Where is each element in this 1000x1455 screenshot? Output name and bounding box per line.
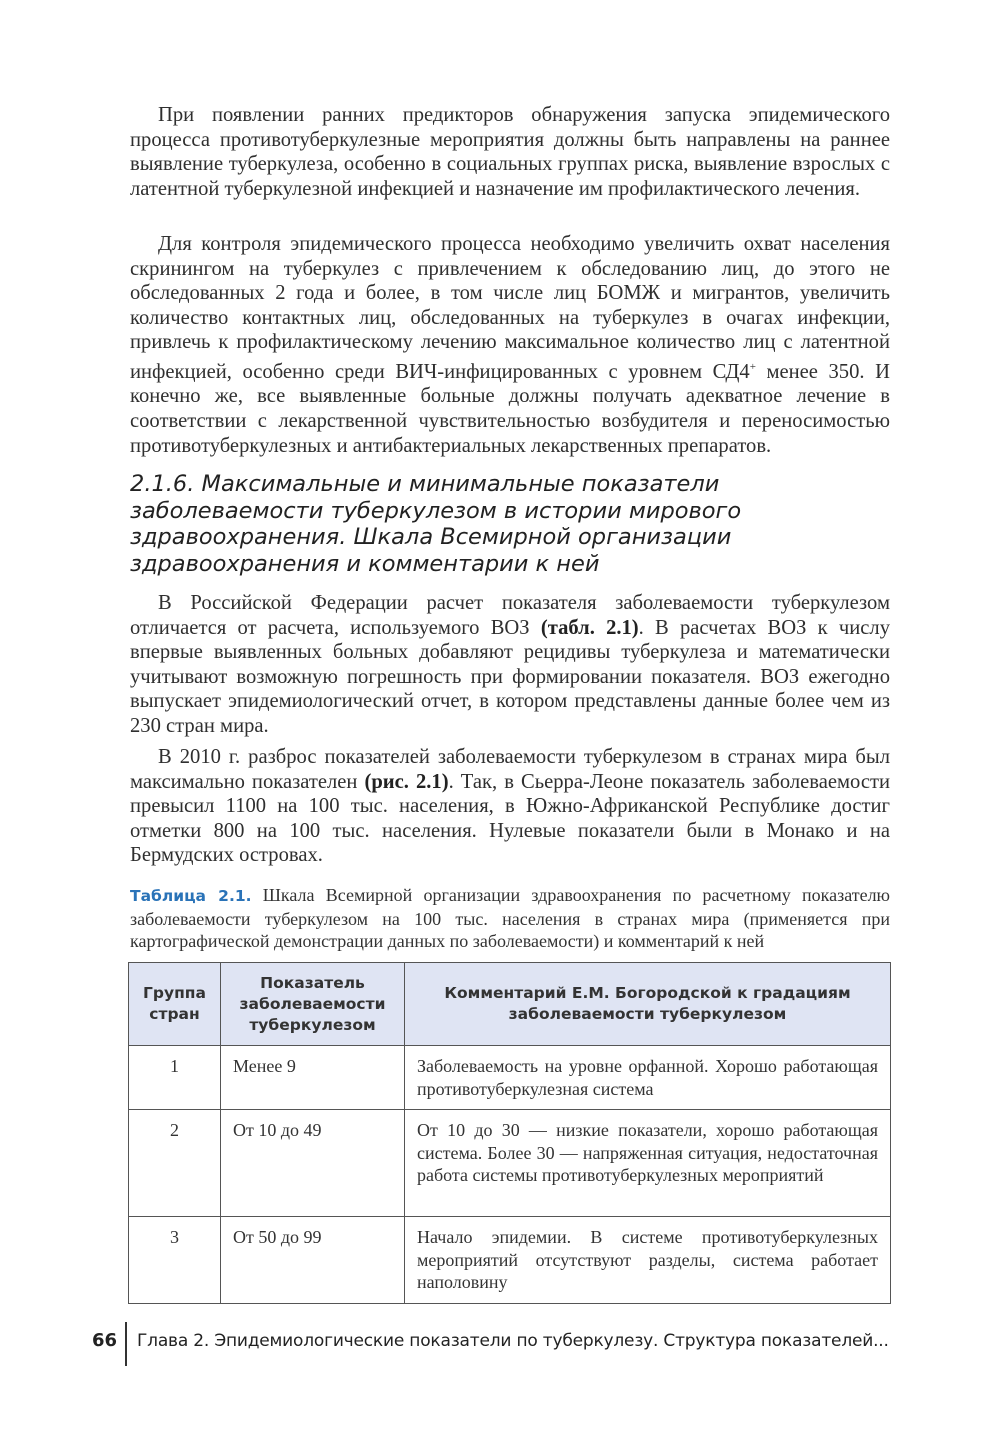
header-incidence-rate: Показатель заболеваемости туберкулезом (221, 963, 405, 1046)
paragraph-3-text-b: . В расчетах ВОЗ к числу впервые выявленных больных добавляют рецидивы туберкулеза и математически учитывают возможную погрешность при формировании показателя. ВОЗ ежегодно выпускает эпидемиологический отчет, в котором представлены данные более чем из 230 стран мира. (130, 616, 890, 737)
cell-comment: Начало эпидемии. В системе противотуберкулезных мероприятий отсутствуют разделы, система работает наполовину (405, 1217, 891, 1304)
header-comment: Комментарий Е.М. Богородской к градациям заболеваемости туберкулезом (405, 963, 891, 1046)
table-caption-label: Таблица 2.1. (130, 887, 252, 905)
paragraph-3-text-a: В Российской Федерации расчет показателя заболеваемости туберкулезом отличается от расчета, используемого ВОЗ (130, 592, 890, 639)
paragraph-2-text-a: Для контроля эпидемического процесса необходимо увеличить охват населения скринингом на туберкулез с привлечением к обследованию лиц, до этого не обследованных 2 года и более, в том числе лиц БОМЖ и мигрантов, увеличить количество контактных лиц, обследованных на туберкулез в очагах инфекции, привлечь к профилактическому лечению максимальное количество лиц с латентной инфекцией, особенно среди ВИЧ-инфицированных с уровнем СД4 (130, 233, 890, 383)
section-heading: 2.1.6. Максимальные и минимальные показатели заболеваемости туберкулезом в истории мирового здравоохранения. Шкала Всемирной организации здравоохранения и комментарии к ней (130, 471, 742, 577)
cd4-superscript: + (749, 360, 756, 373)
paragraph-2-text-b: менее 350. И конечно же, все выявленные больные должны получать адекватное лечение в соответствии с лекарственной чувствительностью возбудителя и переносимостью противотуберкулезных и антибактериальных лекарственных препаратов. (130, 360, 890, 457)
running-title: Глава 2. Эпидемиологические показатели по туберкулезу. Структура показателей... (137, 1331, 889, 1351)
header-country-group: Группа стран (129, 963, 221, 1046)
table-header-row (129, 963, 891, 1046)
paragraph-1 (130, 103, 890, 201)
table-row (129, 1046, 891, 1110)
cell-comment: Заболеваемость на уровне орфанной. Хорошо работающая противотуберкулезная система (405, 1046, 891, 1110)
table-row (129, 1110, 891, 1217)
figure-reference-link[interactable]: (рис. 2.1) (364, 770, 449, 793)
table-caption (130, 884, 890, 953)
cell-comment: От 10 до 30 — низкие показатели, хорошо работающая система. Более 30 — напряженная ситуация, недостаточная работа системы противотуберкулезных мероприятий (405, 1110, 891, 1217)
table-caption-text: Шкала Всемирной организации здравоохранения по расчетному показателю заболеваемости туберкулезом на 100 тыс. населения в странах мира (применяется при картографической демонстрации данных по заболеваемости) и комментарий к ней (130, 885, 891, 951)
cell-rate: От 10 до 49 (221, 1110, 405, 1217)
table-row (129, 1217, 891, 1304)
paragraph-1-text: При появлении ранних предикторов обнаружения запуска эпидемического процесса противотуберкулезные мероприятия должны быть направлены на раннее выявление туберкулеза, особенно в социальных группах риска, выявление взрослых с латентной туберкулезной инфекцией и назначение им профилактического лечения. (130, 104, 890, 200)
table-reference-link[interactable]: (табл. 2.1) (540, 616, 639, 639)
paragraph-4 (130, 745, 890, 868)
cell-rate: От 50 до 99 (221, 1217, 405, 1304)
who-scale-table (128, 962, 891, 1304)
footer-divider (125, 1322, 127, 1366)
cell-group: 1 (129, 1046, 221, 1110)
paragraph-3 (130, 591, 890, 739)
paragraph-4-text-b: . Так, в Сьерра-Леоне показатель заболеваемости превысил 1100 на 100 тыс. населения, в Южно-Африканской Республике достиг отметки 800 на 100 тыс. населения. Нулевые показатели были в Монако и на Бермудских островах. (130, 770, 891, 867)
cell-group: 2 (129, 1110, 221, 1217)
page-number: 66 (92, 1330, 118, 1351)
cell-rate: Менее 9 (221, 1046, 405, 1110)
paragraph-4-text-a: В 2010 г. разброс показателей заболеваемости туберкулезом в странах мира был максимально показателен (130, 746, 890, 793)
paragraph-2 (130, 232, 890, 458)
cell-group: 3 (129, 1217, 221, 1304)
